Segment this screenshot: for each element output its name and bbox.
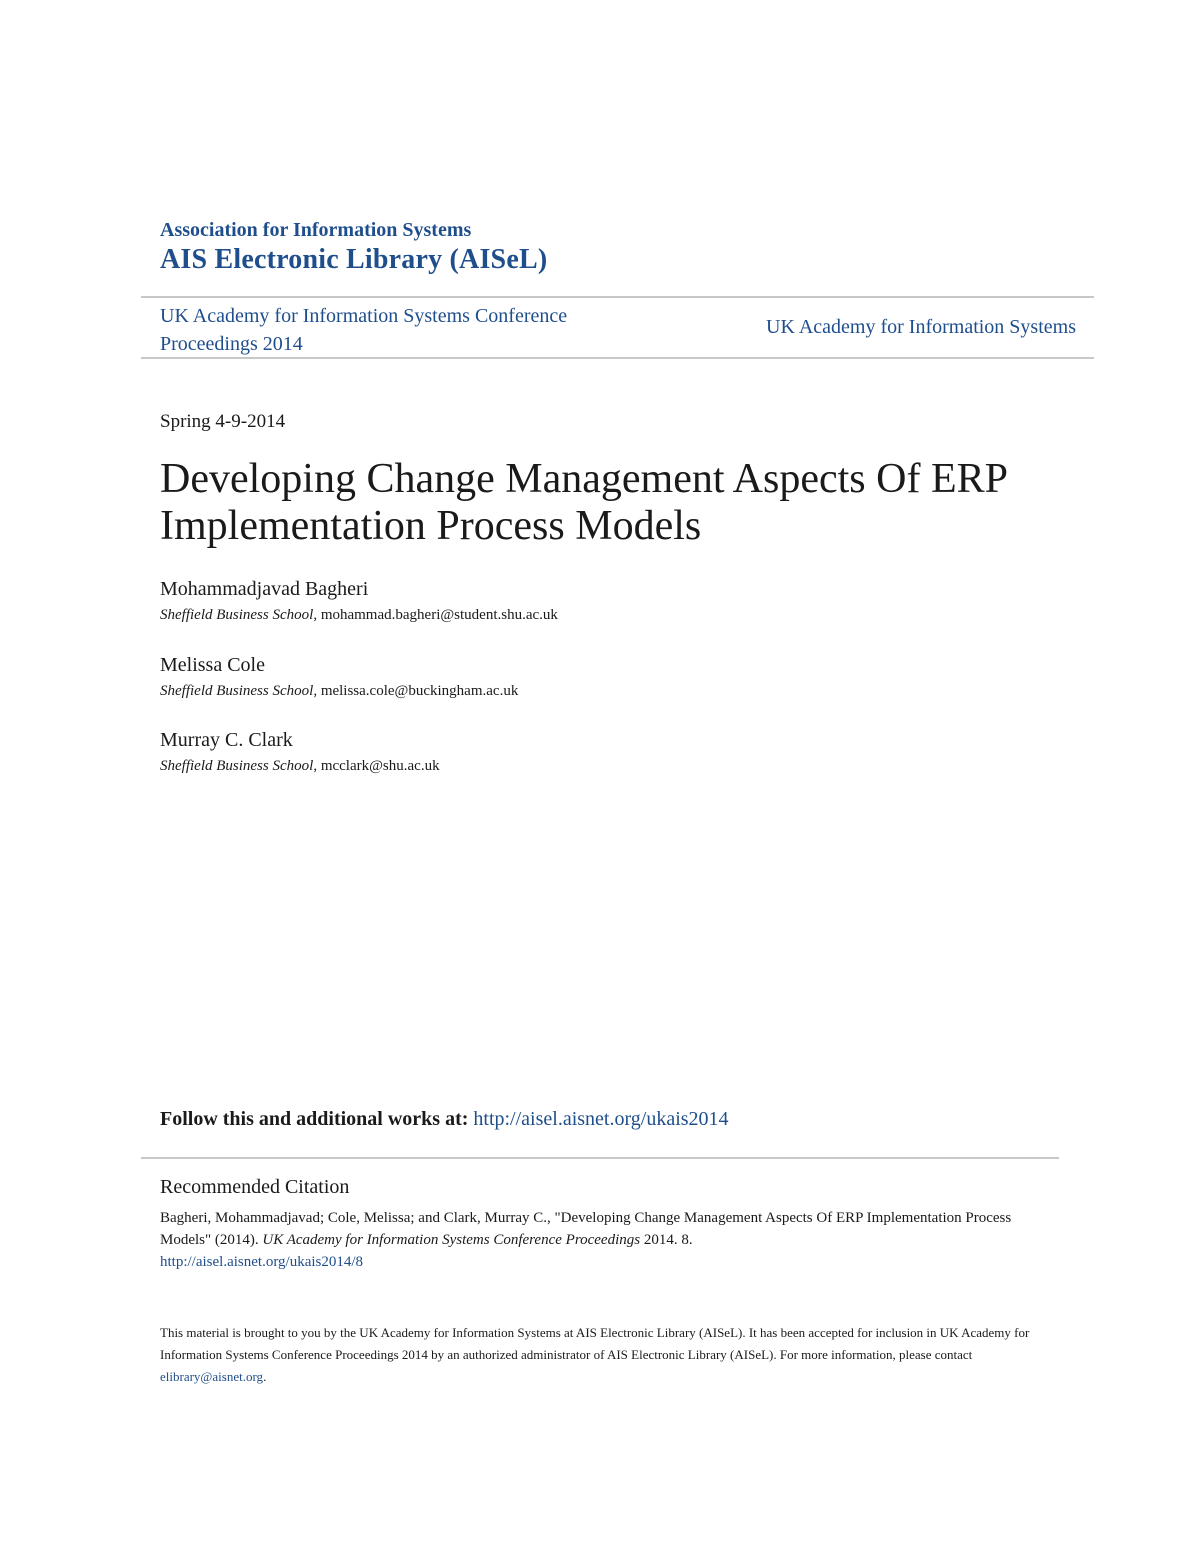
collection-link[interactable]: UK Academy for Information Systems <box>766 316 1076 338</box>
author-email: , mcclark@shu.ac.uk <box>313 758 440 774</box>
author-email: , melissa.cole@buckingham.ac.uk <box>313 683 519 699</box>
citation-issue: 2014. 8. <box>640 1232 693 1248</box>
author-affiliation <box>160 683 518 700</box>
series-link[interactable]: UK Academy for Information Systems Conference Proceedings 2014 <box>160 305 568 355</box>
paper-title: Developing Change Management Aspects Of ERP Implementation Process Models <box>160 456 1007 549</box>
author-block-2 <box>160 654 518 700</box>
header-top-divider <box>141 296 1094 298</box>
author-name: Murray C. Clark <box>160 729 293 751</box>
author-email: , mohammad.bagheri@student.shu.ac.uk <box>313 607 558 623</box>
citation-journal: UK Academy for Information Systems Conference Proceedings <box>262 1232 641 1248</box>
citation-body: Bagheri, Mohammadjavad; Cole, Melissa; and Clark, Murray C., "Developing Change Management Aspects Of ERP Implementation Process Models" (2014). <box>160 1210 1012 1248</box>
author-school: Sheffield Business School <box>160 683 314 699</box>
follow-url-link[interactable]: http://aisel.aisnet.org/ukais2014 <box>473 1108 729 1130</box>
repository-notice <box>160 1322 1040 1388</box>
citation-url-link[interactable]: http://aisel.aisnet.org/ukais2014/8 <box>160 1254 364 1270</box>
publication-date: Spring 4-9-2014 <box>160 411 286 432</box>
citation-divider <box>141 1157 1059 1159</box>
org-top-title: Association for Information Systems <box>160 219 472 241</box>
follow-line <box>160 1108 729 1131</box>
author-block-3 <box>160 729 440 775</box>
author-school: Sheffield Business School <box>160 607 314 623</box>
author-school: Sheffield Business School <box>160 758 314 774</box>
notice-text: This material is brought to you by the UK Academy for Information Systems at AIS Electronic Library (AISeL). It has been accepted for inclusion in UK Academy for Information Systems Conference Proceedings 2014 by an authorized administrator of AIS Electronic Library (AISeL). For more information, please contact <box>160 1325 1030 1362</box>
author-name: Melissa Cole <box>160 654 265 676</box>
header-bottom-divider <box>141 357 1094 359</box>
author-affiliation <box>160 758 440 775</box>
org-main-title[interactable]: AIS Electronic Library (AISeL) <box>160 244 548 275</box>
follow-label: Follow this and additional works at: <box>160 1108 474 1130</box>
citation-heading: Recommended Citation <box>160 1176 350 1198</box>
author-affiliation <box>160 607 558 624</box>
author-name: Mohammadjavad Bagheri <box>160 578 369 600</box>
citation-text <box>160 1207 1040 1273</box>
author-block-1 <box>160 578 558 624</box>
notice-end: . <box>263 1369 267 1384</box>
contact-email-link[interactable]: elibrary@aisnet.org <box>160 1369 264 1384</box>
